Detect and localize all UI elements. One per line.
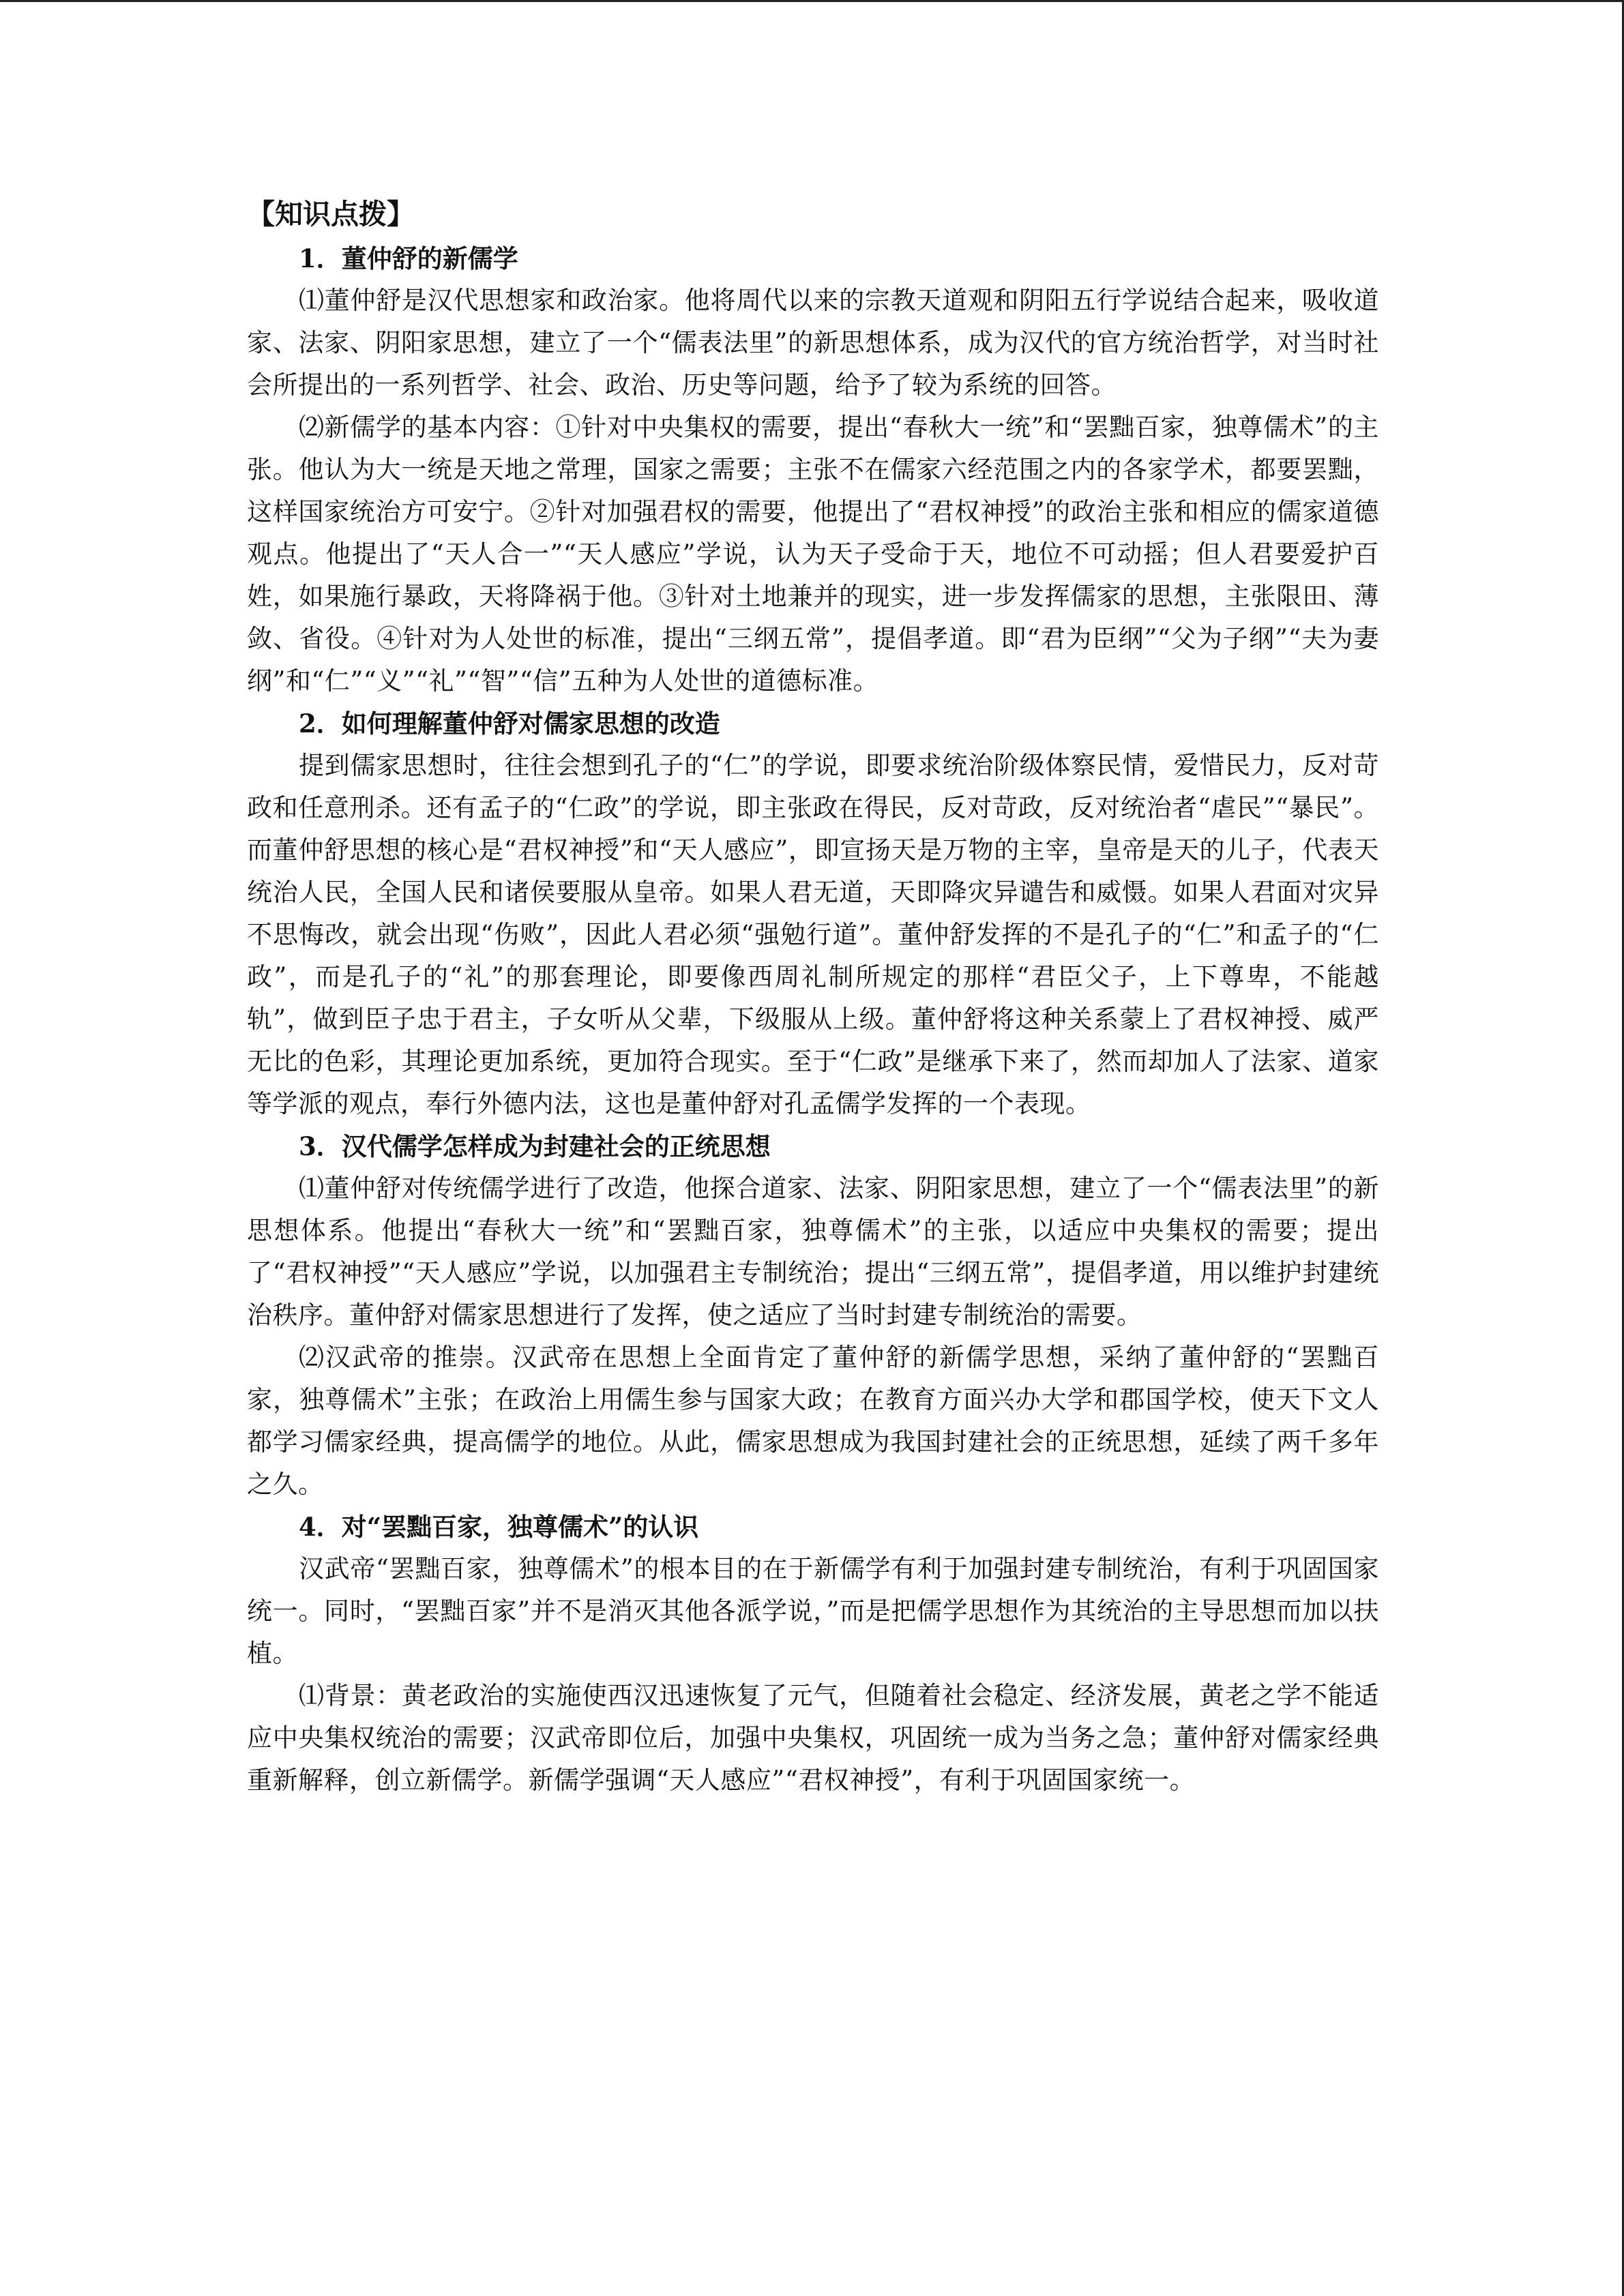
page-border-top [0, 0, 1624, 2]
paragraph-3-1: ⑴董仲舒对传统儒学进行了改造，他探合道家、法家、阴阳家思想，建立了一个“儒表法里”的新思想体系。他提出“春秋大一统”和“罢黜百家，独尊儒术”的主张，以适应中央集权的需要；提出了“君权神授”“天人感应”学说，以加强君主专制统治；提出“三纲五常”，提倡孝道，用以维护封建统治秩序。董仲舒对儒家思想进行了发挥，使之适应了当时封建专制统治的需要。 [247, 1174, 1379, 1330]
paragraph-4-2: ⑴背景：黄老政治的实施使西汉迅速恢复了元气，但随着社会稳定、经济发展，黄老之学不能适应中央集权统治的需要；汉武帝即位后，加强中央集权，巩固统一成为当务之急；董仲舒对儒家经典重新解释，创立新儒学。新儒学强调“天人感应”“君权神授”，有利于巩固国家统一。 [247, 1681, 1379, 1795]
paragraph-3-2: ⑵汉武帝的推崇。汉武帝在思想上全面肯定了董仲舒的新儒学思想，采纳了董仲舒的“罢黜百家，独尊儒术”主张；在政治上用儒生参与国家大政；在教育方面兴办大学和郡国学校，使天下文人都学习儒家经典，提高儒学的地位。从此，儒家思想成为我国封建社会的正统思想，延续了两千多年之久。 [247, 1343, 1379, 1499]
heading-1: 1．董仲舒的新儒学 [299, 243, 518, 273]
heading-2: 2．如何理解董仲舒对儒家思想的改造 [299, 709, 720, 739]
section-title: 【知识点拨】 [247, 198, 415, 230]
paragraph-2-1: 提到儒家思想时，往往会想到孔子的“仁”的学说，即要求统治阶级体察民情，爱惜民力，反对苛政和任意刑杀。还有孟子的“仁政”的学说，即主张政在得民，反对苛政，反对统治者“虐民”“暴民”。而董仲舒思想的核心是“君权神授”和“天人感应”，即宣扬天是万物的主宰，皇帝是天的儿子，代表天统治人民，全国人民和诸侯要服从皇帝。如果人君无道，天即降灾异谴告和威慑。如果人君面对灾异不思悔改，就会出现“伤败”，因此人君必须“强勉行道”。董仲舒发挥的不是孔子的“仁”和孟子的“仁政”，而是孔子的“礼”的那套理论，即要像西周礼制所规定的那样“君臣父子，上下尊卑，不能越轨”，做到臣子忠于君主，子女听从父辈，下级服从上级。董仲舒将这种关系蒙上了君权神授、威严无比的色彩，其理论更加系统，更加符合现实。至于“仁政”是继承下来了，然而却加人了法家、道家等学派的观点，奉行外德内法，这也是董仲舒对孔孟儒学发挥的一个表现。 [247, 751, 1380, 1118]
heading-3: 3．汉代儒学怎样成为封建社会的正统思想 [299, 1131, 771, 1161]
paragraph-1-2: ⑵新儒学的基本内容：①针对中央集权的需要，提出“春秋大一统”和“罢黜百家，独尊儒术”的主张。他认为大一统是天地之常理，国家之需要；主张不在儒家六经范围之内的各家学术，都要罢黜，这样国家统治方可安宁。②针对加强君权的需要，他提出了“君权神授”的政治主张和相应的儒家道德观点。他提出了“天人合一”“天人感应”学说，认为天子受命于天，地位不可动摇；但人君要爱护百姓，如果施行暴政，天将降祸于他。③针对土地兼并的现实，进一步发挥儒家的思想，主张限田、薄敛、省役。④针对为人处世的标准，提出“三纲五常”，提倡孝道。即“君为臣纲”“父为子纲”“夫为妻纲”和“仁”“义”“礼”“智”“信”五种为人处世的道德标准。 [247, 413, 1380, 696]
paragraph-1-1: ⑴董仲舒是汉代思想家和政治家。他将周代以来的宗教天道观和阴阳五行学说结合起来，吸收道家、法家、阴阳家思想，建立了一个“儒表法里”的新思想体系，成为汉代的官方统治哲学，对当时社会所提出的一系列哲学、社会、政治、历史等问题，给予了较为系统的回答。 [247, 286, 1379, 400]
paragraph-4-1: 汉武帝“罢黜百家，独尊儒术”的根本目的在于新儒学有利于加强封建专制统治，有利于巩固国家统一。同时，“罢黜百家”并不是消灭其他各派学说，”而是把儒学思想作为其统治的主导思想而加以扶植。 [247, 1554, 1379, 1668]
heading-4: 4．对“罢黜百家，独尊儒术”的认识 [299, 1512, 699, 1542]
document-body [247, 191, 1379, 1802]
